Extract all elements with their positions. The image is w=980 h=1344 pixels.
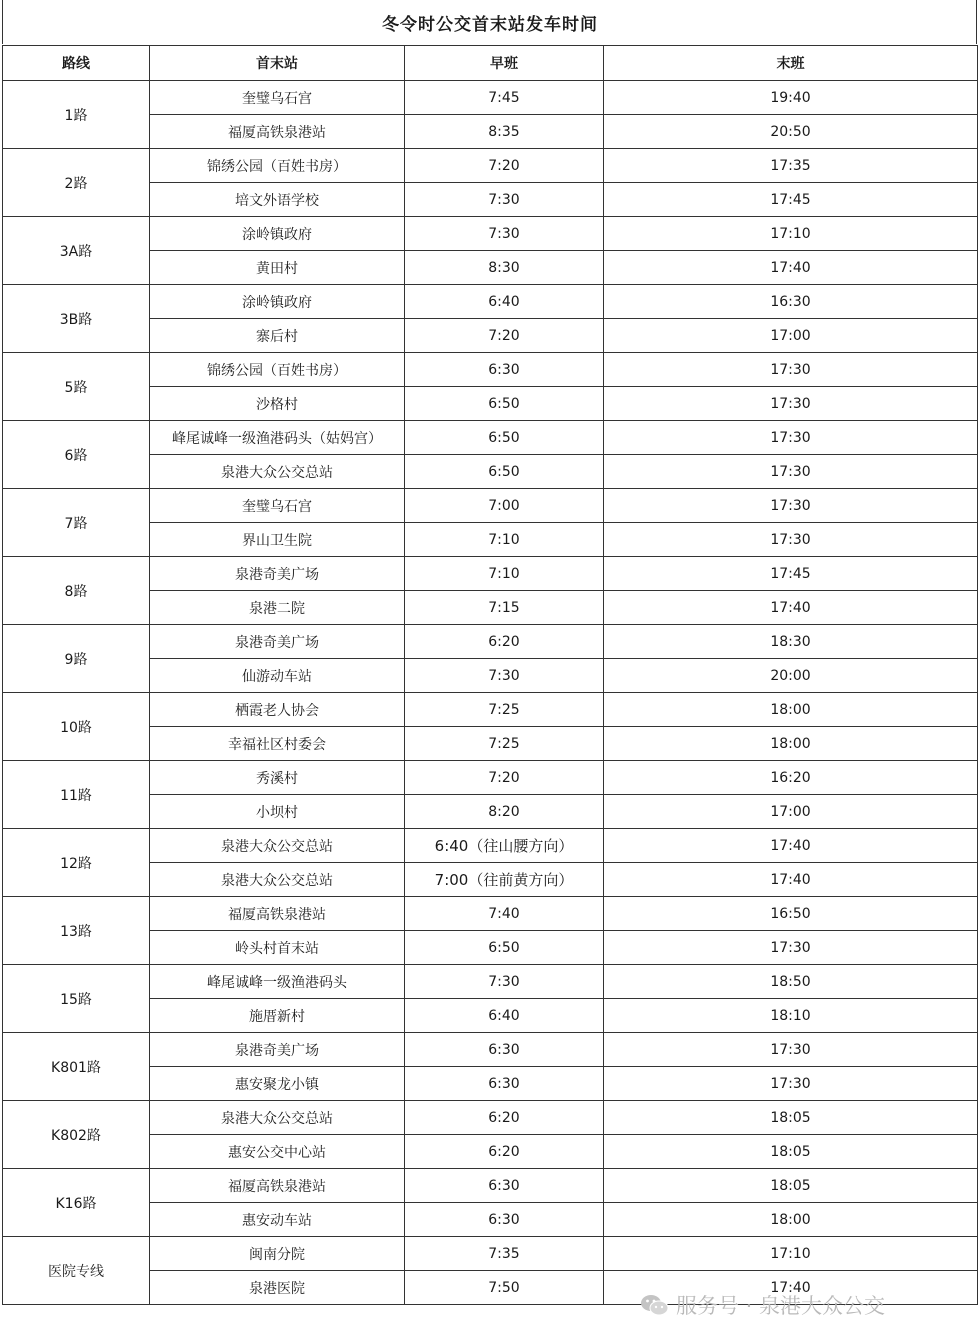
first-bus-cell: 6:20 [405, 1101, 604, 1135]
route-name-cell: 5路 [3, 353, 150, 421]
terminal-cell: 幸福社区村委会 [150, 727, 405, 761]
terminal-cell: 奎璧乌石宫 [150, 489, 405, 523]
table-row [3, 659, 978, 693]
first-bus-cell: 7:20 [405, 149, 604, 183]
last-bus-cell: 17:30 [604, 421, 978, 455]
table-row [3, 1237, 978, 1271]
table-row [3, 795, 978, 829]
last-bus-cell: 16:20 [604, 761, 978, 795]
first-bus-cell: 7:30 [405, 659, 604, 693]
route-name-cell: K16路 [3, 1169, 150, 1237]
terminal-cell: 泉港奇美广场 [150, 557, 405, 591]
table-row [3, 1101, 978, 1135]
last-bus-cell: 17:30 [604, 523, 978, 557]
schedule-table [2, 45, 978, 1305]
table-row [3, 1135, 978, 1169]
terminal-cell: 泉港奇美广场 [150, 1033, 405, 1067]
table-row [3, 1169, 978, 1203]
first-bus-cell: 6:40（往山腰方向） [405, 829, 604, 863]
route-name-cell: 3A路 [3, 217, 150, 285]
first-bus-cell: 8:20 [405, 795, 604, 829]
last-bus-cell: 20:00 [604, 659, 978, 693]
table-row [3, 183, 978, 217]
route-name-cell: 11路 [3, 761, 150, 829]
terminal-cell: 泉港二院 [150, 591, 405, 625]
table-row [3, 625, 978, 659]
first-bus-cell: 7:35 [405, 1237, 604, 1271]
route-name-cell: K802路 [3, 1101, 150, 1169]
table-row [3, 591, 978, 625]
last-bus-cell: 19:40 [604, 81, 978, 115]
last-bus-cell: 17:40 [604, 1271, 978, 1305]
route-name-cell: 2路 [3, 149, 150, 217]
table-row [3, 1203, 978, 1237]
first-bus-cell: 6:50 [405, 931, 604, 965]
route-name-cell: 医院专线 [3, 1237, 150, 1305]
last-bus-cell: 18:00 [604, 1203, 978, 1237]
route-name-cell: 7路 [3, 489, 150, 557]
first-bus-cell: 7:15 [405, 591, 604, 625]
route-name-cell: 8路 [3, 557, 150, 625]
terminal-cell: 仙游动车站 [150, 659, 405, 693]
terminal-cell: 峰尾诚峰一级渔港码头（姑妈宫） [150, 421, 405, 455]
terminal-cell: 奎璧乌石宫 [150, 81, 405, 115]
first-bus-cell: 7:45 [405, 81, 604, 115]
terminal-cell: 界山卫生院 [150, 523, 405, 557]
last-bus-cell: 17:10 [604, 217, 978, 251]
last-bus-cell: 17:30 [604, 353, 978, 387]
first-bus-cell: 7:25 [405, 693, 604, 727]
last-bus-cell: 17:35 [604, 149, 978, 183]
route-name-cell: 12路 [3, 829, 150, 897]
terminal-cell: 栖霞老人协会 [150, 693, 405, 727]
wechat-icon [640, 1293, 670, 1317]
first-bus-cell: 7:30 [405, 183, 604, 217]
first-bus-cell: 6:40 [405, 999, 604, 1033]
terminal-cell: 惠安公交中心站 [150, 1135, 405, 1169]
table-row [3, 149, 978, 183]
table-row [3, 115, 978, 149]
terminal-cell: 峰尾诚峰一级渔港码头 [150, 965, 405, 999]
table-row [3, 251, 978, 285]
last-bus-cell: 17:00 [604, 795, 978, 829]
route-name-cell: 1路 [3, 81, 150, 149]
last-bus-cell: 18:05 [604, 1101, 978, 1135]
last-bus-cell: 17:10 [604, 1237, 978, 1271]
last-bus-cell: 17:30 [604, 387, 978, 421]
route-name-cell: 15路 [3, 965, 150, 1033]
table-row [3, 557, 978, 591]
table-row [3, 693, 978, 727]
table-row [3, 931, 978, 965]
terminal-cell: 泉港大众公交总站 [150, 455, 405, 489]
last-bus-cell: 18:05 [604, 1135, 978, 1169]
terminal-cell: 秀溪村 [150, 761, 405, 795]
first-bus-cell: 6:50 [405, 455, 604, 489]
table-row [3, 897, 978, 931]
header-row [3, 46, 978, 81]
route-name-cell: 6路 [3, 421, 150, 489]
first-bus-cell: 7:00（往前黄方向） [405, 863, 604, 897]
terminal-cell: 福厦高铁泉港站 [150, 1169, 405, 1203]
header-last-bus: 末班 [604, 46, 978, 81]
last-bus-cell: 17:30 [604, 1067, 978, 1101]
table-row [3, 761, 978, 795]
terminal-cell: 岭头村首末站 [150, 931, 405, 965]
route-name-cell: 13路 [3, 897, 150, 965]
first-bus-cell: 6:30 [405, 1067, 604, 1101]
last-bus-cell: 18:00 [604, 693, 978, 727]
first-bus-cell: 7:20 [405, 761, 604, 795]
terminal-cell: 寨后村 [150, 319, 405, 353]
table-row [3, 863, 978, 897]
table-row [3, 353, 978, 387]
header-route: 路线 [3, 46, 150, 81]
last-bus-cell: 17:00 [604, 319, 978, 353]
first-bus-cell: 6:30 [405, 1169, 604, 1203]
table-body [3, 81, 978, 1305]
table-row [3, 965, 978, 999]
last-bus-cell: 18:05 [604, 1169, 978, 1203]
last-bus-cell: 20:50 [604, 115, 978, 149]
table-row [3, 999, 978, 1033]
first-bus-cell: 6:30 [405, 1203, 604, 1237]
table-row [3, 319, 978, 353]
terminal-cell: 闽南分院 [150, 1237, 405, 1271]
first-bus-cell: 6:50 [405, 387, 604, 421]
terminal-cell: 惠安聚龙小镇 [150, 1067, 405, 1101]
last-bus-cell: 18:30 [604, 625, 978, 659]
first-bus-cell: 8:35 [405, 115, 604, 149]
first-bus-cell: 7:00 [405, 489, 604, 523]
first-bus-cell: 6:30 [405, 353, 604, 387]
first-bus-cell: 7:10 [405, 523, 604, 557]
terminal-cell: 泉港奇美广场 [150, 625, 405, 659]
last-bus-cell: 18:50 [604, 965, 978, 999]
last-bus-cell: 16:50 [604, 897, 978, 931]
first-bus-cell: 6:50 [405, 421, 604, 455]
last-bus-cell: 17:45 [604, 557, 978, 591]
terminal-cell: 泉港医院 [150, 1271, 405, 1305]
table-row [3, 523, 978, 557]
last-bus-cell: 18:10 [604, 999, 978, 1033]
terminal-cell: 泉港大众公交总站 [150, 1101, 405, 1135]
route-name-cell: K801路 [3, 1033, 150, 1101]
table-row [3, 285, 978, 319]
last-bus-cell: 17:40 [604, 829, 978, 863]
last-bus-cell: 17:40 [604, 591, 978, 625]
terminal-cell: 泉港大众公交总站 [150, 829, 405, 863]
table-row [3, 217, 978, 251]
table-row [3, 455, 978, 489]
terminal-cell: 锦绣公园（百姓书房） [150, 353, 405, 387]
terminal-cell: 福厦高铁泉港站 [150, 115, 405, 149]
last-bus-cell: 16:30 [604, 285, 978, 319]
first-bus-cell: 8:30 [405, 251, 604, 285]
table-row [3, 829, 978, 863]
table-row [3, 727, 978, 761]
table-row [3, 1067, 978, 1101]
terminal-cell: 锦绣公园（百姓书房） [150, 149, 405, 183]
page-title: 冬令时公交首末站发车时间 [382, 14, 598, 35]
header-first-bus: 早班 [405, 46, 604, 81]
first-bus-cell: 6:40 [405, 285, 604, 319]
first-bus-cell: 7:30 [405, 217, 604, 251]
route-name-cell: 9路 [3, 625, 150, 693]
first-bus-cell: 7:10 [405, 557, 604, 591]
first-bus-cell: 6:30 [405, 1033, 604, 1067]
terminal-cell: 惠安动车站 [150, 1203, 405, 1237]
watermark [640, 1290, 885, 1320]
last-bus-cell: 17:30 [604, 931, 978, 965]
terminal-cell: 施厝新村 [150, 999, 405, 1033]
terminal-cell: 沙格村 [150, 387, 405, 421]
route-name-cell: 3B路 [3, 285, 150, 353]
last-bus-cell: 17:30 [604, 455, 978, 489]
first-bus-cell: 7:30 [405, 965, 604, 999]
route-name-cell: 10路 [3, 693, 150, 761]
header-terminal: 首末站 [150, 46, 405, 81]
table-row [3, 81, 978, 115]
table-row [3, 421, 978, 455]
first-bus-cell: 7:20 [405, 319, 604, 353]
terminal-cell: 福厦高铁泉港站 [150, 897, 405, 931]
terminal-cell: 涂岭镇政府 [150, 217, 405, 251]
first-bus-cell: 7:50 [405, 1271, 604, 1305]
last-bus-cell: 17:30 [604, 1033, 978, 1067]
last-bus-cell: 17:40 [604, 863, 978, 897]
table-row [3, 489, 978, 523]
first-bus-cell: 6:20 [405, 625, 604, 659]
last-bus-cell: 17:30 [604, 489, 978, 523]
watermark-text: 服务号 · 泉港大众公交 [676, 1294, 886, 1318]
first-bus-cell: 7:40 [405, 897, 604, 931]
terminal-cell: 泉港大众公交总站 [150, 863, 405, 897]
table-row [3, 387, 978, 421]
first-bus-cell: 6:20 [405, 1135, 604, 1169]
last-bus-cell: 17:45 [604, 183, 978, 217]
terminal-cell: 小坝村 [150, 795, 405, 829]
terminal-cell: 涂岭镇政府 [150, 285, 405, 319]
last-bus-cell: 17:40 [604, 251, 978, 285]
first-bus-cell: 7:25 [405, 727, 604, 761]
terminal-cell: 黄田村 [150, 251, 405, 285]
table-row [3, 1033, 978, 1067]
last-bus-cell: 18:00 [604, 727, 978, 761]
terminal-cell: 培文外语学校 [150, 183, 405, 217]
